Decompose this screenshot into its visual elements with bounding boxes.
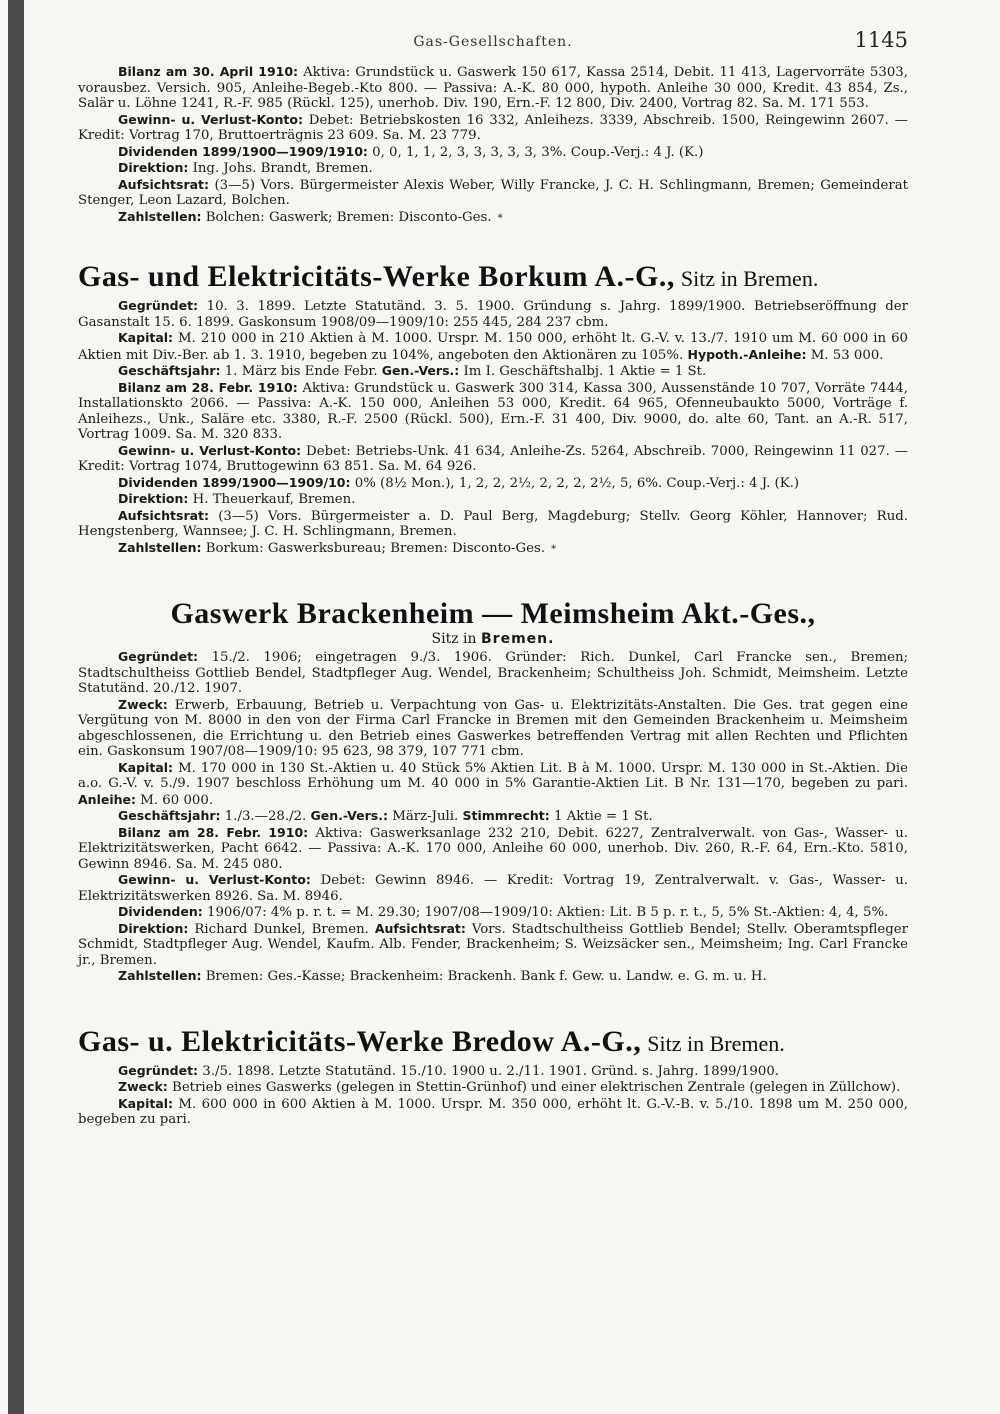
supervisory-board-label: Aufsichtsrat: [118,507,210,523]
paying-agents-text: Bolchen: Gaswerk; Bremen: Disconto-Ges. [205,209,492,225]
supervisory-board-paragraph [78,508,908,540]
guv-label: Gewinn- u. Verlust-Konto: [118,872,311,887]
founded-label: Gegründet: [118,1062,199,1078]
purpose-paragraph [78,697,908,760]
capital-label: Kapital: [118,759,174,775]
capital-text: M. 210 000 in 210 Aktien à M. 1000. Urspr. M. 150 000, erhöht lt. G.-V. v. 13./7. 1910 um M. 60 000 in 60 Aktien mit Div.-Ber. ab 1. 3. 1910, begeben zu 104%, angeboten den Aktionären zu 105%. [78,331,908,363]
voting-right-text: 1 Aktie = 1 St. [553,809,653,824]
direction-label: Direktion: [118,920,189,936]
paying-agents-label: Zahlstellen: [118,968,202,983]
dividends-paragraph [78,475,908,492]
purpose-text: Betrieb eines Gaswerks (gelegen in Stettin-Grünhof) und einer elektrischen Zentrale (gelegen in Züllchow). [172,1080,901,1095]
direction-text: Richard Dunkel, Bremen. [194,921,369,937]
bilanz-text: Aktiva: Grundstück u. Gaswerk 150 617, Kassa 2514, Debit. 11 413, Lagervorräte 5303, vorausbez. Versich. 905, Anleihe-Begeb.-Kto 800. — Passiva: A.-K. 80 000, hypoth. Anleihe 30 000, Kredit. 43 854, Zs., Salär u. Löhne 1241, R.-F. 985 (Rückl. 125), unerhob. Div. 190, Ern.-F. 12 800, Div. 2400, Vortrag 82. Sa. M. 171 553. [78,65,908,111]
loan-label: Anleihe: [78,791,136,807]
seat-city: Bremen. [481,631,555,647]
entry-borkum [78,260,908,557]
supervisory-board-text: Vors. Stadtschultheiss Gottlieb Bendel; Stellv. Oberamtspfleger Schmidt, Stadtpfleger Aug. Wendel, Kaufm. Alb. Fender, Brackenheim; S. Weizsäcker sen., Meimsheim; Ing. Carl Francke jr., Bremen. [78,921,908,968]
capital-paragraph [78,330,908,363]
general-meeting-text: Im I. Geschäftshalbj. 1 Aktie = 1 St. [463,364,707,379]
general-meeting-label: Gen.-Vers.: [381,363,460,378]
capital-label: Kapital: [118,330,174,345]
fiscal-year-paragraph [78,808,908,825]
purpose-label: Zweck: [118,1079,168,1094]
running-title: Gas-Gesellschaften. [413,34,573,50]
founded-paragraph [78,298,908,330]
paying-agents-paragraph [78,968,908,985]
paying-agents-text: Bremen: Ges.-Kasse; Brackenheim: Brackenh. Bank f. Gew. u. Landw. e. G. m. u. H. [205,969,767,984]
founded-text: 10. 3. 1899. Letzte Statutänd. 3. 5. 1900. Gründung s. Jahrg. 1899/1900. Betriebseröffnung der Gasanstalt 15. 6. 1899. Gaskonsum 1908/09—1909/10: 255 445, 284 237 cbm. [78,299,909,330]
bilanz-label: Bilanz am 30. April 1910: [118,64,299,79]
company-name: Gas- u. Elektricitäts-Werke Bredow A.-G., [78,1024,642,1058]
fiscal-year-label: Geschäftsjahr: [118,363,221,378]
page-number: 1145 [854,28,908,52]
guv-paragraph [78,872,908,904]
guv-text: Debet: Gewinn 8946. — Kredit: Vortrag 19, Zentralverwalt. v. Gas-, Wasser- u. Elektrizitätswerken 8926. Sa. M. 8946. [78,873,909,904]
supervisory-board-label: Aufsichtsrat: [374,920,466,936]
purpose-text: Erwerb, Erbauung, Betrieb u. Verpachtung von Gas- u. Elektrizitäts-Anstalten. Die Ges. trat gegen eine Vergütung von M. 8000 in den von der Firma Carl Francke in Bremen mit den Gemeinden Brackenheim u. Meimsheim abgeschlossenen, die Errichtung u. den Betrieb eines Gaswerkes betreffenden Vertrag mit allen Rechten und Pflichten ein. Gaskonsum 1907/08—1909/10: 95 623, 98 379, 107 771 cbm. [78,697,908,759]
bilanz-paragraph [78,825,908,873]
dividends-label: Dividenden 1899/1900—1909/10: [118,474,351,490]
direction-paragraph [78,160,908,177]
dividends-label: Dividenden 1899/1900—1909/1910: [118,143,368,159]
mortgage-loan-text: M. 53 000. [810,347,884,363]
company-title [78,597,908,631]
company-name: Gaswerk Brackenheim — Meimsheim Akt.-Ges., [170,597,816,630]
founded-text: 3./5. 1898. Letzte Statutänd. 15./10. 1900 u. 2./11. 1901. Gründ. s. Jahrg. 1899/1900. [202,1063,780,1079]
direction-paragraph [78,491,908,508]
page-header [78,28,908,64]
guv-label: Gewinn- u. Verlust-Konto: [118,442,302,458]
guv-paragraph [78,112,908,144]
capital-paragraph [78,1096,908,1128]
company-title [78,1025,908,1059]
supervisory-board-label: Aufsichtsrat: [118,176,210,192]
page-gutter-rule [8,0,24,1414]
supervisory-board-text: (3—5) Vors. Bürgermeister Alexis Weber, Willy Francke, J. C. H. Schlingmann, Bremen; Gemeinderat Stenger, Leon Lazard, Bolchen. [78,177,908,208]
paying-agents-text: Borkum: Gaswerksbureau; Bremen: Disconto-Ges. [205,540,546,556]
bilanz-paragraph [78,64,908,112]
founded-paragraph [78,1063,908,1080]
loan-text: M. 60 000. [140,792,214,808]
supervisory-board-paragraph [78,177,908,209]
fiscal-year-paragraph [78,363,908,380]
dividends-label: Dividenden: [118,904,203,919]
dividends-paragraph [78,144,908,161]
guv-paragraph [78,443,908,475]
capital-text: M. 170 000 in 130 St.-Aktien u. 40 Stück 5% Aktien Lit. B à M. 1000. Urspr. M. 130 000 in St.-Aktien. Die a.o. G.-V. v. 5./9. 1907 beschloss Erhöhung um M. 40 000 in 5% Garantie-Aktien Lit. B Nr. 131—170, begeben zu pari. [78,760,908,791]
company-seat: Sitz in Bremen. [680,266,819,291]
bilanz-label: Bilanz am 28. Febr. 1910: [118,824,309,840]
guv-text: Debet: Betriebskosten 16 332, Anleihezs. 3339, Abschreib. 1500, Reingewinn 2607. — Kredit: Vortrag 170, Bruttoerträgnis 23 609. Sa. M. 23 779. [78,112,908,143]
guv-text: Debet: Betriebs-Unk. 41 634, Anleihe-Zs. 5264, Abschreib. 7000, Reingewinn 11 027. — Kredit: Vortrag 1074, Bruttogewinn 63 851. Sa. M. 64 926. [78,443,909,474]
direction-text: H. Theuerkauf, Bremen. [192,492,356,507]
general-meeting-label: Gen.-Vers.: [310,808,388,823]
capital-paragraph [78,760,908,809]
founded-paragraph [78,649,908,697]
capital-text: M. 600 000 in 600 Aktien à M. 1000. Urspr. M. 350 000, erhöht lt. G.-V.-B. v. 5./10. 1898 um M. 250 000, begeben zu pari. [78,1096,909,1127]
bilanz-paragraph [78,380,908,443]
seat-prefix: Sitz in [431,631,477,647]
dividends-text: 1906/07: 4% p. r. t. = M. 29.30; 1907/08—1909/10: Aktien: Lit. B 5 p. r. t., 5, 5% St.-Aktien: 4, 4, 5%. [206,905,889,920]
dividends-text: 0% (8½ Mon.), 1, 2, 2, 2½, 2, 2, 2, 2½, 5, 6%. Coup.-Verj.: 4 J. (K.) [354,475,800,491]
fiscal-year-label: Geschäftsjahr: [118,808,221,823]
general-meeting-text: März-Juli. [392,809,459,824]
fiscal-year-text: 1. März bis Ende Febr. [224,364,378,379]
paying-agents-paragraph [78,540,908,558]
bilanz-label: Bilanz am 28. Febr. 1910: [118,379,298,395]
capital-label: Kapital: [118,1095,174,1111]
direction-label: Direktion: [118,160,189,175]
purpose-label: Zweck: [118,696,168,712]
company-seat: Sitz in Bremen. [647,1030,785,1056]
entry-brackenheim [78,597,908,985]
bilanz-text: Aktiva: Grundstück u. Gaswerk 300 314, Kassa 300, Aussenstände 10 707, Vorräte 7444, Installationskto 2066. — Passiva: A.-K. 150 000, Anleihen 53 000, Kredit. 64 965, Ofenneubaukto 5000, Vorträge f. Anleihezs., Unk., Saläre etc. 3380, R.-F. 2500 (Rückl. 500), Ern.-F. 31 400, Div. 9000, do. alte 60, Tant. an A.-R. 517, Vortrag 1009. Sa. M. 320 833. [78,380,908,442]
document-page [78,28,908,1128]
guv-label: Gewinn- u. Verlust-Konto: [118,111,303,127]
entry-top-continuation [78,64,908,226]
company-title [78,260,908,294]
paying-agents-label: Zahlstellen: [118,208,202,224]
voting-right-label: Stimmrecht: [462,808,550,823]
founded-text: 15./2. 1906; eingetragen 9./3. 1906. Gründer: Rich. Dunkel, Carl Francke sen., Bremen; Stadtschultheiss Gottlieb Bendel, Stadtpfleger Aug. Wendel, Brackenheim; Schultheiss Joh. Schmidt, Meimsheim. Letzte Statutänd. 20./12. 1907. [78,650,908,696]
paying-agents-paragraph [78,209,908,227]
paying-agents-label: Zahlstellen: [118,539,202,555]
company-seat-line [78,631,908,647]
purpose-paragraph [78,1079,908,1096]
direction-paragraph [78,921,908,969]
direction-text: Ing. Johs. Brandt, Bremen. [192,161,373,176]
entry-end-star-icon: * [497,212,503,224]
entry-end-star-icon: * [551,543,557,555]
dividends-text: 0, 0, 1, 1, 2, 3, 3, 3, 3, 3, 3%. Coup.-Verj.: 4 J. (K.) [372,144,704,160]
entry-bredow [78,1025,908,1128]
company-name: Gas- und Elektricitäts-Werke Borkum A.-G., [78,260,675,293]
dividends-paragraph [78,904,908,921]
mortgage-loan-label: Hypoth.-Anleihe: [687,346,807,362]
fiscal-year-text: 1./3.—28./2. [224,809,307,824]
supervisory-board-text: (3—5) Vors. Bürgermeister a. D. Paul Berg, Magdeburg; Stellv. Georg Köhler, Hannover; Rud. Hengstenberg, Wannsee; J. C. H. Schlingmann, Bremen. [78,508,908,539]
direction-label: Direktion: [118,491,189,506]
founded-label: Gegründet: [118,649,199,664]
founded-label: Gegründet: [118,298,199,313]
bilanz-text: Aktiva: Gaswerksanlage 232 210, Debit. 6227, Zentralverwalt. von Gas-, Wasser- u. Elektrizitätswerken, Pacht 6642. — Passiva: A.-K. 170 000, Anleihe 60 000, unerhob. Div. 260, R.-F. 64, Ern.-Kto. 5810, Gewinn 8946. Sa. M. 245 080. [78,825,908,872]
